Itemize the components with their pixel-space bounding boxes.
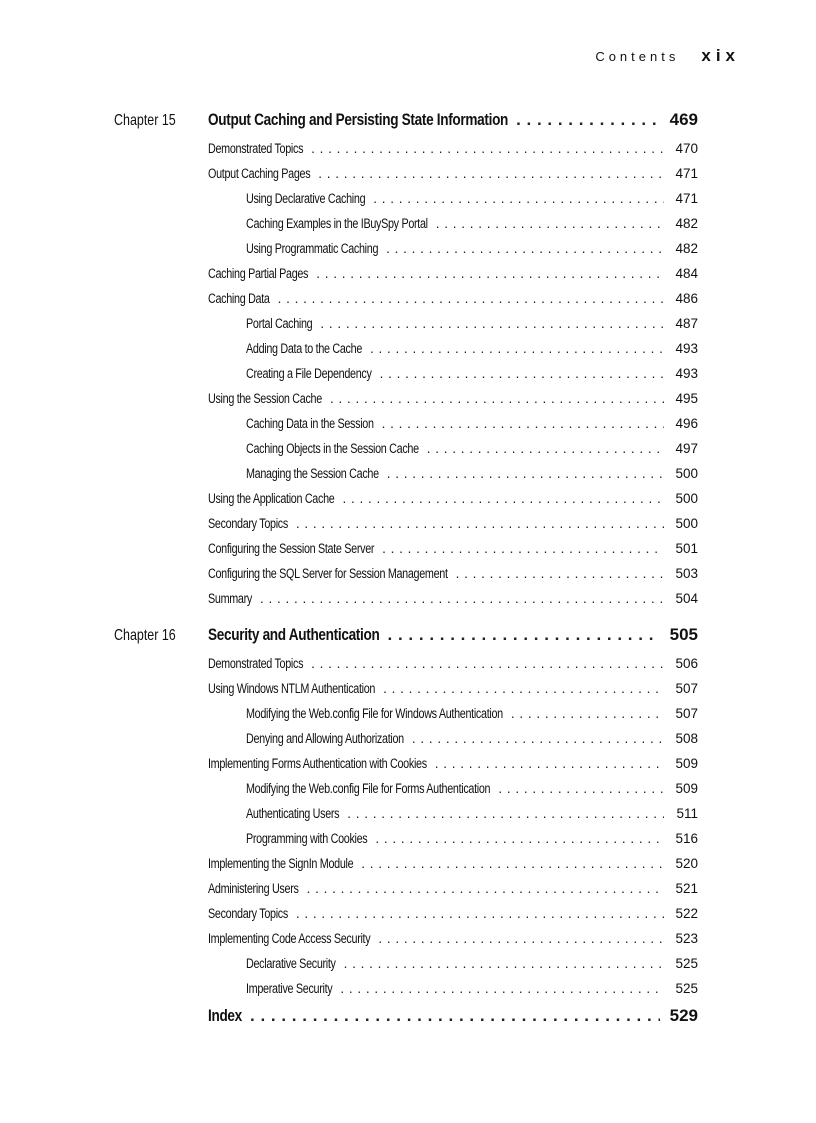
toc-title: Caching Examples in the IBuySpy Portal — [246, 216, 428, 231]
toc-entry[interactable] — [208, 141, 698, 156]
toc-subentry[interactable] — [208, 416, 698, 431]
toc-page: 505 — [669, 625, 698, 644]
toc-entry[interactable] — [208, 391, 698, 406]
toc-page: 496 — [675, 416, 698, 431]
running-header — [595, 46, 740, 66]
toc-page: 493 — [675, 366, 698, 381]
toc-title: Using Programmatic Caching — [246, 241, 379, 256]
toc-page: 500 — [675, 466, 698, 481]
toc-index[interactable] — [208, 1006, 698, 1026]
toc-title: Summary — [208, 591, 252, 606]
toc-entry[interactable] — [208, 931, 698, 946]
toc-subentry[interactable] — [208, 831, 698, 846]
toc-page: 500 — [675, 516, 698, 531]
toc-page: 520 — [675, 856, 698, 871]
toc-title: Caching Partial Pages — [208, 266, 309, 281]
toc-entry[interactable] — [208, 656, 698, 671]
toc-title: Secondary Topics — [208, 516, 288, 531]
header-page-number: xix — [701, 46, 740, 65]
toc-chapter-title[interactable] — [208, 625, 698, 645]
toc-title: Implementing Forms Authentication with Cookies — [208, 756, 427, 771]
toc-page: 501 — [675, 541, 698, 556]
toc-subentry[interactable] — [208, 781, 698, 796]
toc-title: Authenticating Users — [246, 806, 340, 821]
header-label: Contents — [595, 49, 680, 64]
toc-subentry[interactable] — [208, 441, 698, 456]
toc-title: Caching Objects in the Session Cache — [246, 441, 419, 456]
toc-entry[interactable] — [208, 681, 698, 696]
toc-title: Secondary Topics — [208, 906, 288, 921]
toc-page: 469 — [669, 110, 698, 129]
toc-page: 511 — [676, 806, 698, 821]
toc-title: Creating a File Dependency — [246, 366, 372, 381]
toc-chapter-title[interactable] — [208, 110, 698, 130]
toc-subentry[interactable] — [208, 341, 698, 356]
toc-title: Declarative Security — [246, 956, 336, 971]
toc-entry[interactable] — [208, 166, 698, 181]
toc-page: 521 — [675, 881, 698, 896]
toc-subentry[interactable] — [208, 806, 698, 821]
toc-page: 507 — [675, 706, 698, 721]
toc-title: Caching Data in the Session — [246, 416, 374, 431]
toc-entry[interactable] — [208, 591, 698, 606]
toc-title: Implementing the SignIn Module — [208, 856, 354, 871]
toc-page: 522 — [675, 906, 698, 921]
toc-subentry[interactable] — [208, 981, 698, 996]
toc-entry[interactable] — [208, 291, 698, 306]
toc-page: 509 — [675, 781, 698, 796]
toc-title: Using Declarative Caching — [246, 191, 366, 206]
toc-page: 508 — [675, 731, 698, 746]
toc-page: 470 — [675, 141, 698, 156]
toc-subentry[interactable] — [208, 316, 698, 331]
toc-page: 471 — [675, 166, 698, 181]
toc-title: Caching Data — [208, 291, 270, 306]
toc-subentry[interactable] — [208, 466, 698, 481]
toc-title: Output Caching and Persisting State Information — [208, 110, 509, 129]
chapter-label: Chapter 16 — [114, 627, 176, 644]
toc-subentry[interactable] — [208, 216, 698, 231]
toc-title: Demonstrated Topics — [208, 656, 304, 671]
toc-title: Security and Authentication — [208, 625, 380, 644]
toc-page: 525 — [675, 981, 698, 996]
chapter-label: Chapter 15 — [114, 112, 176, 129]
toc-page: 525 — [675, 956, 698, 971]
toc-page: 493 — [675, 341, 698, 356]
toc-page: 471 — [675, 191, 698, 206]
toc-title: Configuring the Session State Server — [208, 541, 375, 556]
toc-title: Configuring the SQL Server for Session Management — [208, 566, 448, 581]
toc-entry[interactable] — [208, 756, 698, 771]
toc-subentry[interactable] — [208, 241, 698, 256]
toc-title: Adding Data to the Cache — [246, 341, 363, 356]
toc-page: 495 — [675, 391, 698, 406]
toc-page: 484 — [675, 266, 698, 281]
toc-page: 507 — [675, 681, 698, 696]
toc-page: 487 — [675, 316, 698, 331]
toc-page: 509 — [675, 756, 698, 771]
toc-title: Using Windows NTLM Authentication — [208, 681, 376, 696]
toc-subentry[interactable] — [208, 366, 698, 381]
toc-entry[interactable] — [208, 266, 698, 281]
toc-subentry[interactable] — [208, 956, 698, 971]
toc-page: 486 — [675, 291, 698, 306]
toc-entry[interactable] — [208, 856, 698, 871]
toc-title: Using the Application Cache — [208, 491, 335, 506]
toc-title: Administering Users — [208, 881, 299, 896]
toc-title: Programming with Cookies — [246, 831, 368, 846]
toc-page: 497 — [675, 441, 698, 456]
toc-page: 506 — [675, 656, 698, 671]
toc-entry[interactable] — [208, 516, 698, 531]
toc-entry[interactable] — [208, 491, 698, 506]
toc-title: Implementing Code Access Security — [208, 931, 371, 946]
toc-title: Portal Caching — [246, 316, 313, 331]
toc-title: Modifying the Web.config File for Forms Authentication — [246, 781, 491, 796]
toc-entry[interactable] — [208, 881, 698, 896]
toc-title: Imperative Security — [246, 981, 333, 996]
toc-entry[interactable] — [208, 906, 698, 921]
toc-page: 529 — [669, 1006, 698, 1025]
toc-title: Managing the Session Cache — [246, 466, 379, 481]
toc-page: 504 — [675, 591, 698, 606]
toc-subentry[interactable] — [208, 731, 698, 746]
toc-entry[interactable] — [208, 541, 698, 556]
toc-page: 503 — [675, 566, 698, 581]
toc-page: 482 — [675, 241, 698, 256]
toc-page: 523 — [675, 931, 698, 946]
toc-page: 500 — [675, 491, 698, 506]
toc-title: Demonstrated Topics — [208, 141, 304, 156]
toc-subentry[interactable] — [208, 191, 698, 206]
toc-title: Using the Session Cache — [208, 391, 322, 406]
toc-title: Index — [208, 1006, 242, 1025]
toc-title: Modifying the Web.config File for Windows Authentication — [246, 706, 503, 721]
toc-title: Denying and Allowing Authorization — [246, 731, 404, 746]
toc-entry[interactable] — [208, 566, 698, 581]
toc-page: 482 — [675, 216, 698, 231]
toc-page: 516 — [675, 831, 698, 846]
toc-title: Output Caching Pages — [208, 166, 311, 181]
toc-subentry[interactable] — [208, 706, 698, 721]
